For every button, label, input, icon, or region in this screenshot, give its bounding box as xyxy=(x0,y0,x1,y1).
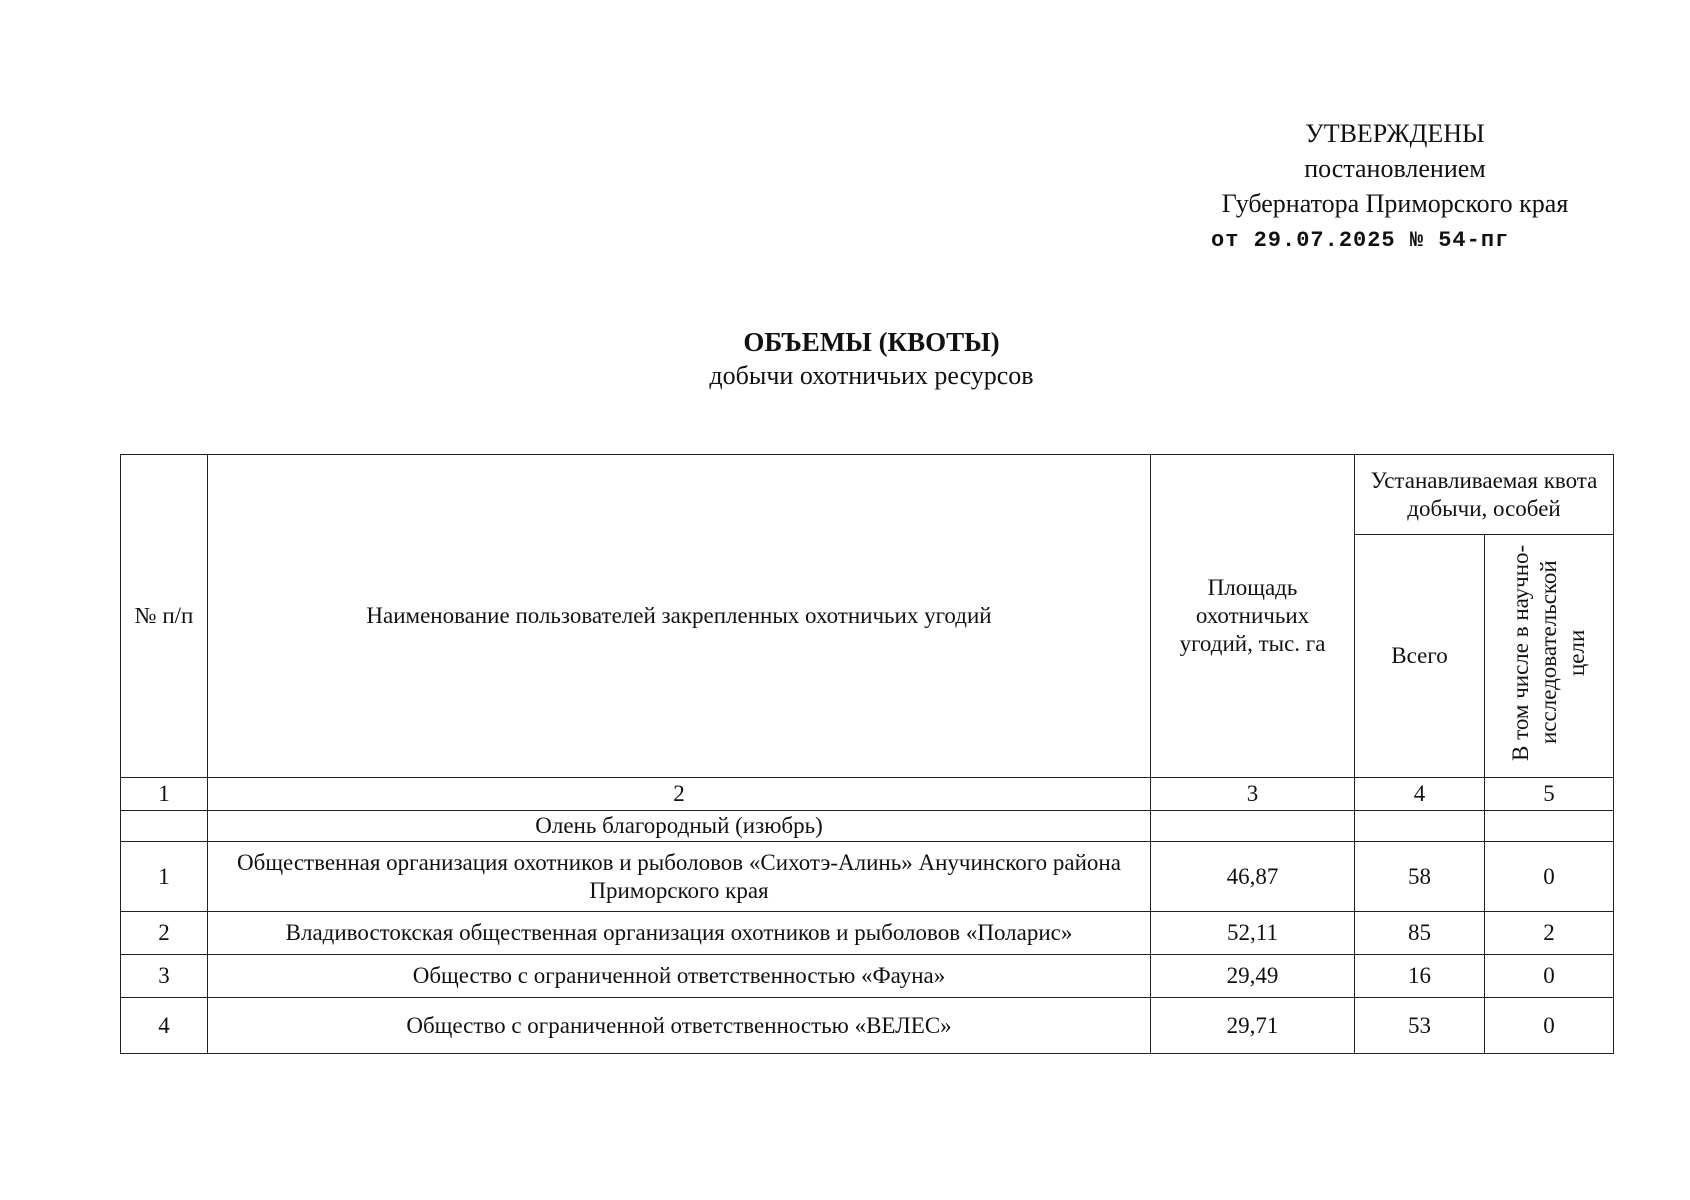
column-number-row xyxy=(121,778,1614,811)
row-number: 3 xyxy=(121,955,208,998)
document-subtitle: добычи охотничьих ресурсов xyxy=(709,361,1034,390)
section-row xyxy=(121,811,1614,842)
row-research: 0 xyxy=(1485,955,1614,998)
column-number: 2 xyxy=(208,778,1151,811)
quota-table xyxy=(120,454,1614,1054)
approval-date-stamp: от 29.07.2025 № 54-пг xyxy=(1211,228,1510,253)
row-total: 58 xyxy=(1355,842,1485,912)
row-research: 0 xyxy=(1485,842,1614,912)
approval-resolution: постановлением xyxy=(1304,154,1486,183)
header-quota: Устанавливаемая квота добычи, особей xyxy=(1355,455,1614,535)
table-row xyxy=(121,842,1614,912)
approval-block xyxy=(1195,116,1595,258)
header-total: Всего xyxy=(1355,535,1485,778)
row-area: 29,71 xyxy=(1151,998,1355,1054)
table-header-row xyxy=(121,455,1614,535)
row-research: 2 xyxy=(1485,912,1614,955)
column-number: 1 xyxy=(121,778,208,811)
row-total: 85 xyxy=(1355,912,1485,955)
approval-authority: Губернатора Приморского края xyxy=(1221,189,1569,218)
row-name: Общество с ограниченной ответственностью «Фауна» xyxy=(208,955,1151,998)
header-area: Площадь охотничьих угодий, тыс. га xyxy=(1151,455,1355,778)
column-number: 4 xyxy=(1355,778,1485,811)
row-area: 46,87 xyxy=(1151,842,1355,912)
row-total: 16 xyxy=(1355,955,1485,998)
row-number: 1 xyxy=(121,842,208,912)
row-name: Владивостокская общественная организация охотников и рыболовов «Поларис» xyxy=(208,912,1151,955)
table-row xyxy=(121,912,1614,955)
row-number: 2 xyxy=(121,912,208,955)
document-title-block xyxy=(0,325,1690,393)
row-research: 0 xyxy=(1485,998,1614,1054)
row-name: Общественная организация охотников и рыболовов «Сихотэ-Алинь» Анучинского района Приморского края xyxy=(208,842,1151,912)
row-total: 53 xyxy=(1355,998,1485,1054)
approval-title: УТВЕРЖДЕНЫ xyxy=(1305,119,1485,148)
column-number: 5 xyxy=(1485,778,1614,811)
document-title: ОБЪЕМЫ (КВОТЫ) xyxy=(743,327,1000,357)
row-area: 52,11 xyxy=(1151,912,1355,955)
row-number: 4 xyxy=(121,998,208,1054)
table-row xyxy=(121,998,1614,1054)
header-research: В том числе в научно-исследовательской цели xyxy=(1508,544,1589,761)
table-row xyxy=(121,955,1614,998)
row-area: 29,49 xyxy=(1151,955,1355,998)
section-title: Олень благородный (изюбрь) xyxy=(208,811,1151,842)
header-research-cell xyxy=(1485,535,1614,778)
row-name: Общество с ограниченной ответственностью «ВЕЛЕС» xyxy=(208,998,1151,1054)
column-number: 3 xyxy=(1151,778,1355,811)
header-name: Наименование пользователей закрепленных охотничьих угодий xyxy=(208,455,1151,778)
header-number: № п/п xyxy=(121,455,208,778)
